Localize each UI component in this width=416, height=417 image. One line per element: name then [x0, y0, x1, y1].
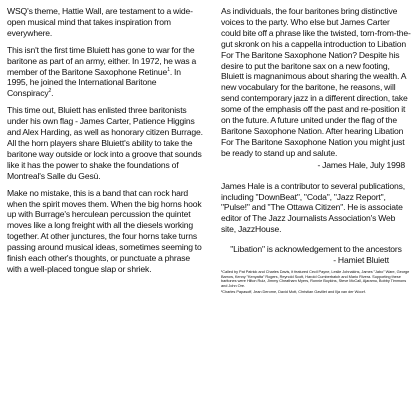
paragraph-baritone-history [7, 45, 203, 100]
right-column [221, 6, 411, 297]
period-text: . [51, 88, 54, 99]
footnote-ref-2: 2 [48, 88, 52, 95]
paragraph-hattie-wall: WSQ's theme, Hattie Wall, are testament to a wide-open musical mind that takes inspiration from everywhere. [7, 6, 193, 38]
footnote-1: ¹Called by Pat Patrick and Charles Davis, it featured Cecil Payne, Leslie Johnakins, James "Jabo" Ware, George Barrow, Kenny "Kenyatta" Rogers, Reynold Scott, Harold Cumberbatch and Mario Rivera. Supporting these baritones were Hilton Ruiz, Jimmy Cheatham Myers, Ronnie Boykins, Steve McCall, Ajaramu, Bobby Timmons and John Ore. [221, 268, 410, 288]
author-bio: James Hale is a contributor to several publications, including "DownBeat", "Coda", "Jazz Report", "Pulse!" and "The Ottawa Citizen". He is associate editor of The Jazz Journalists Association's Web site, JazzHouse. [221, 180, 406, 235]
quote-attribution: - Hamiet Bluiett [333, 255, 389, 266]
paragraph-individuals: As individuals, the four baritones bring distinctive voices to the party. Who else but James Carter could bite off a phrase like the twisted, torn-from-the-gut skronk on his a cappella introduction to Libation For The Baritone Saxophone Nation? Despite his desire to put the baritone sax on a new footing, Bluiett is magnanimous about sharing the wealth. A new vocabulary for the baritone, he reasons, will send contemporary jazz in a different direction, take some of the emphasis off the past and re-position it on the future. A future united under the flag of the Baritone Saxophone Nation. After hearing Libation For The Baritone Saxophone Nation you might just be ready to stand up and salute. [221, 6, 411, 158]
libation-quote: "Libation" is acknowledgement to the ancestors [230, 244, 402, 255]
paragraph-baritonists: This time out, Bluiett has enlisted three baritonists under his own flag - James Carter, Patience Higgins and Alex Harding, as well as honorary citizen Burrage. All the horn players share Bluiett's ability to take the baritone way outside or lock into a groove that sounds like it has the power to shake the foundations of Montreal's Salle du Gesù. [7, 105, 203, 181]
signature: - James Hale, July 1998 [317, 159, 405, 170]
paragraph-rock-hard: Make no mistake, this is a band that can rock hard when the spirit moves them. When the big horns hook up with Burrage's herculean percussion the quintet moves like a long freight with all the diesels working together. At other junctures, the four horns take turns passing around musical ideas, sometimes seeming to finish each other's thoughts, or punctuate a phrase with a well-placed tongue slap or shriek. [7, 187, 202, 274]
conspiracy-text: . In 1995, he joined the International Baritone Conspiracy [7, 66, 181, 99]
footnote-ref-1: 1 [167, 66, 170, 73]
footnote-2: ²Charles Papasoff, Jean Derome, David Mott, Christian Gavillet and Ilja van der Woorf. [221, 289, 366, 295]
left-column [7, 6, 203, 281]
retinue-text: This isn't the first time Bluiett has gone to war for the baritone as part of an army, either. In 1972, he was a member of the Baritone Saxophone Retinue [7, 44, 197, 77]
